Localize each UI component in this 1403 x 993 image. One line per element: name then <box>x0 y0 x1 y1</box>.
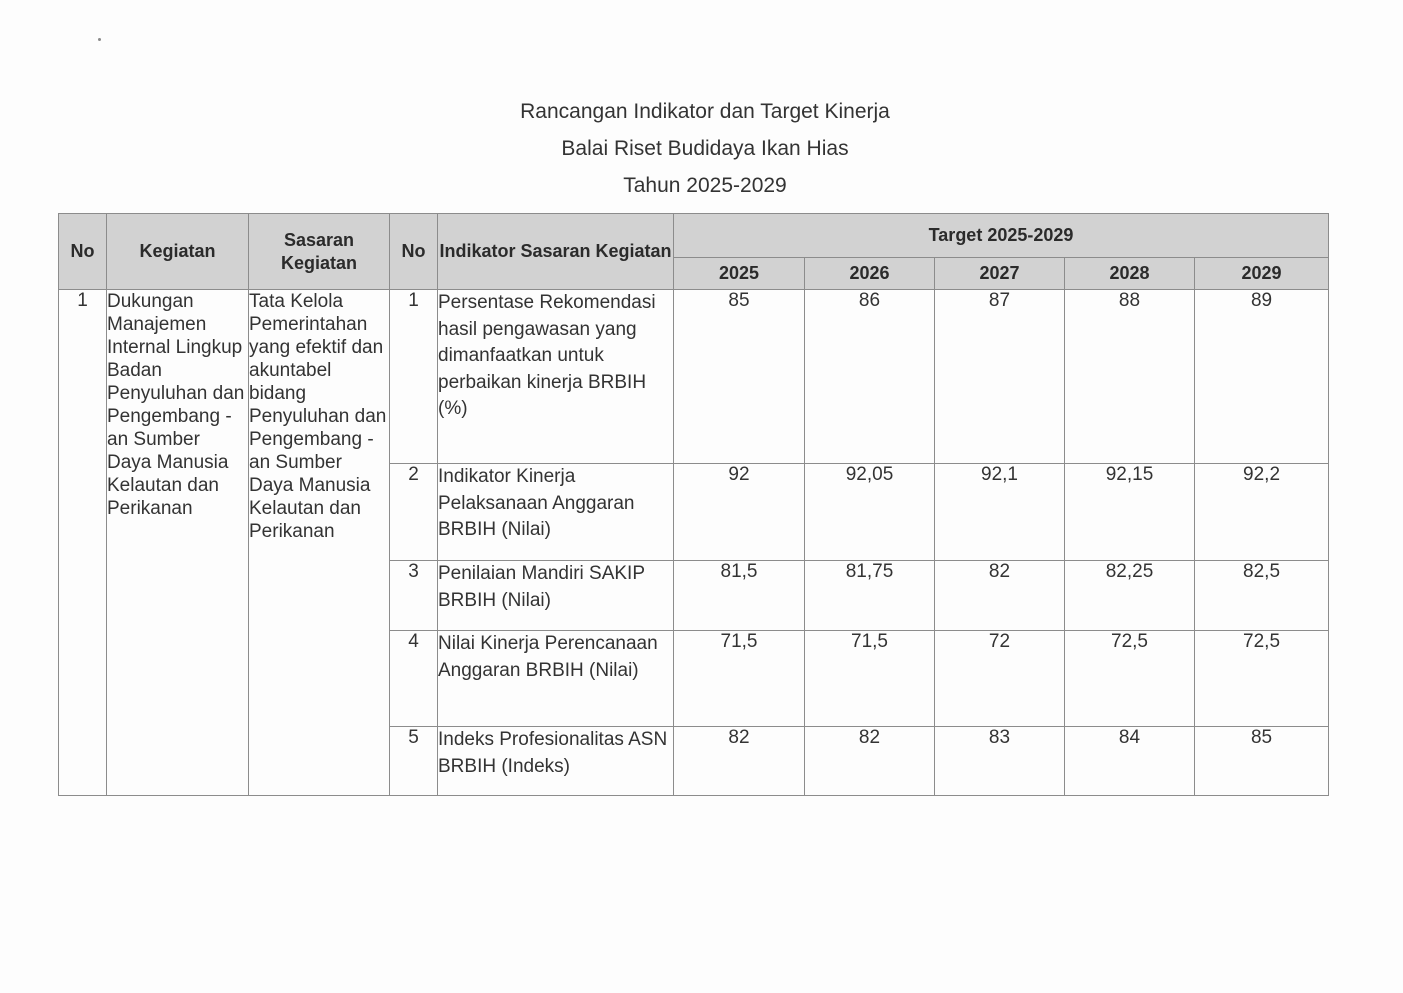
target-2029: 92,2 <box>1195 464 1329 561</box>
table-row <box>59 290 1329 464</box>
indicator-no: 2 <box>390 464 438 561</box>
target-2029: 82,5 <box>1195 561 1329 631</box>
header-year-2027: 2027 <box>935 258 1065 290</box>
target-2027: 92,1 <box>935 464 1065 561</box>
activity-kegiatan: Dukungan Manajemen Internal Lingkup Badan Penyuluhan dan Pengembang -an Sumber Daya Manusia Kelautan dan Perikanan <box>107 290 249 796</box>
document-title <box>405 93 1005 204</box>
target-2025: 81,5 <box>674 561 805 631</box>
header-sasaran: Sasaran Kegiatan <box>249 214 390 290</box>
target-2027: 82 <box>935 561 1065 631</box>
indicator-text: Indikator Kinerja Pelaksanaan Anggaran BRBIH (Nilai) <box>438 464 674 561</box>
indicator-no: 4 <box>390 631 438 727</box>
target-2026: 71,5 <box>805 631 935 727</box>
target-2029: 89 <box>1195 290 1329 464</box>
target-2026: 86 <box>805 290 935 464</box>
target-2027: 87 <box>935 290 1065 464</box>
header-kegiatan: Kegiatan <box>107 214 249 290</box>
indicator-text: Indeks Profesionalitas ASN BRBIH (Indeks) <box>438 727 674 796</box>
target-2026: 81,75 <box>805 561 935 631</box>
indicator-no: 3 <box>390 561 438 631</box>
scan-speck <box>98 38 101 41</box>
target-2025: 71,5 <box>674 631 805 727</box>
target-2026: 82 <box>805 727 935 796</box>
target-2027: 83 <box>935 727 1065 796</box>
performance-target-table <box>58 213 1329 796</box>
indicator-text: Nilai Kinerja Perencanaan Anggaran BRBIH (Nilai) <box>438 631 674 727</box>
header-row <box>59 214 1329 258</box>
title-line-2: Balai Riset Budidaya Ikan Hias <box>561 137 849 160</box>
target-2028: 84 <box>1065 727 1195 796</box>
target-2028: 82,25 <box>1065 561 1195 631</box>
activity-no: 1 <box>59 290 107 796</box>
target-2025: 82 <box>674 727 805 796</box>
header-target: Target 2025-2029 <box>674 214 1329 258</box>
header-no: No <box>59 214 107 290</box>
target-2028: 72,5 <box>1065 631 1195 727</box>
target-2026: 92,05 <box>805 464 935 561</box>
indicator-text: Persentase Rekomendasi hasil pengawasan yang dimanfaatkan untuk perbaikan kinerja BRBIH (%) <box>438 290 674 464</box>
target-2029: 85 <box>1195 727 1329 796</box>
activity-sasaran: Tata Kelola Pemerintahan yang efektif dan akuntabel bidang Penyuluhan dan Pengembang -an Sumber Daya Manusia Kelautan dan Perikanan <box>249 290 390 796</box>
indicator-no: 5 <box>390 727 438 796</box>
target-2025: 85 <box>674 290 805 464</box>
title-line-3: Tahun 2025-2029 <box>623 174 787 197</box>
title-line-1: Rancangan Indikator dan Target Kinerja <box>520 100 890 123</box>
target-2027: 72 <box>935 631 1065 727</box>
header-year-2028: 2028 <box>1065 258 1195 290</box>
header-indikator: Indikator Sasaran Kegiatan <box>438 214 674 290</box>
header-year-2026: 2026 <box>805 258 935 290</box>
target-2025: 92 <box>674 464 805 561</box>
header-year-2025: 2025 <box>674 258 805 290</box>
target-2029: 72,5 <box>1195 631 1329 727</box>
indicator-no: 1 <box>390 290 438 464</box>
header-no-indikator: No <box>390 214 438 290</box>
indicator-text: Penilaian Mandiri SAKIP BRBIH (Nilai) <box>438 561 674 631</box>
target-2028: 88 <box>1065 290 1195 464</box>
target-2028: 92,15 <box>1065 464 1195 561</box>
header-year-2029: 2029 <box>1195 258 1329 290</box>
